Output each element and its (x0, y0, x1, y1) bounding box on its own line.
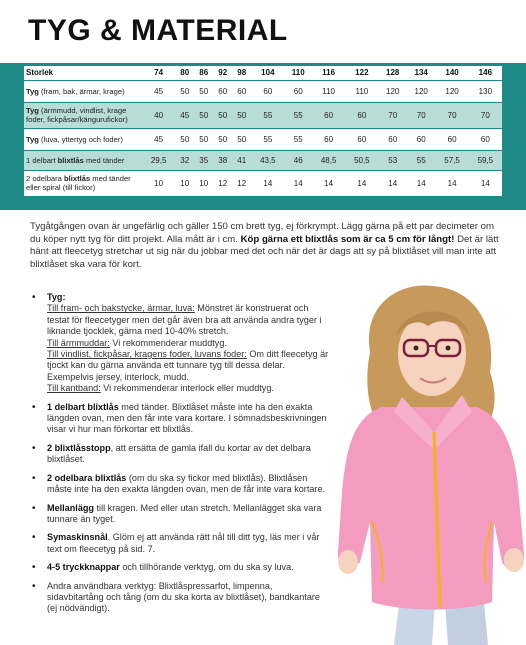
size-table (24, 66, 502, 196)
bullet-icon: • (32, 532, 36, 544)
child-illustration (332, 282, 526, 645)
tyg-subheading: Till kantband: (47, 383, 101, 394)
size-header: 116 (322, 68, 336, 78)
table-cell: 14 (378, 170, 407, 196)
table-cell: 50 (213, 102, 232, 128)
table-cell: 45 (142, 128, 175, 150)
table-cell: 32 (175, 150, 194, 170)
table-cell: 10 (194, 170, 213, 196)
bullet-icon: • (32, 401, 36, 413)
row-label-bold: Tyg (26, 86, 39, 96)
size-header: 122 (355, 68, 369, 78)
list-item (30, 503, 330, 526)
table-cell: 60 (345, 128, 378, 150)
table-cell: 70 (469, 102, 502, 128)
tyg-subheading: Till fram- och bakstycke, ärmar, luva: (47, 303, 195, 314)
row-label-rest: med tänder (83, 155, 125, 165)
list-item-text: och tillhörande verktyg, om du ska sy luva. (119, 562, 294, 573)
table-cell: 60 (407, 128, 436, 150)
intro-text-after: Det är lätt hänt att fleecetyg stretchar ut sig när du jobbar med det och när det är dags att sy på blixtlåset vill man inte att blixtlåset ska vara för kort. (30, 233, 499, 270)
intro-bold: Köp gärna ett blixtlås som är ca 5 cm för långt! (240, 233, 455, 245)
row-label-rest: (fram, bak, ärmar, krage) (38, 86, 125, 96)
size-header-row (24, 66, 502, 80)
tyg-text: Vi rekommenderar muddtyg. (109, 337, 227, 348)
table-cell: 57,5 (435, 150, 468, 170)
row-label (24, 102, 142, 128)
table-cell: 14 (284, 170, 312, 196)
table-cell: 14 (251, 170, 284, 196)
table-cell: 14 (312, 170, 345, 196)
list-item-bold: Mellanlägg (47, 502, 94, 513)
table-cell: 45 (142, 80, 175, 102)
size-header: 80 (180, 68, 190, 78)
table-row (24, 80, 502, 102)
table-cell: 40 (142, 102, 175, 128)
row-label-bold: Tyg (26, 106, 39, 115)
table-cell: 70 (435, 102, 468, 128)
page-title: TYG & MATERIAL (28, 14, 288, 47)
table-row (24, 150, 502, 170)
table-cell: 55 (251, 102, 284, 128)
row-label-pre: 2 odelbara (26, 174, 64, 184)
list-item (30, 402, 330, 436)
table-cell: 14 (435, 170, 468, 196)
row-label-pre: 1 delbart (26, 155, 58, 165)
table-cell: 120 (378, 80, 407, 102)
table-cell: 48,5 (312, 150, 345, 170)
table-cell: 29,5 (142, 150, 175, 170)
table-cell: 50 (194, 80, 213, 102)
table-cell: 70 (378, 102, 407, 128)
table-cell: 14 (469, 170, 502, 196)
table-cell: 53 (378, 150, 407, 170)
list-item-bold: Symaskinsnål (47, 532, 108, 543)
table-cell: 120 (435, 80, 468, 102)
intro-paragraph (30, 221, 500, 271)
row-label-bold: blixtlås (64, 174, 91, 184)
table-cell: 60 (213, 80, 232, 102)
table-cell: 50 (213, 128, 232, 150)
child-in-jacket-photo (332, 282, 526, 645)
row-label (24, 170, 142, 196)
list-item (30, 443, 330, 466)
row-label (24, 128, 142, 150)
table-cell: 55 (407, 150, 436, 170)
table-cell: 50 (175, 128, 194, 150)
list-item-bold: 4-5 tryckknappar (47, 562, 120, 573)
table-cell: 55 (251, 128, 284, 150)
bullet-icon: • (32, 562, 36, 574)
list-item-bold: 2 odelbara blixtlås (47, 472, 127, 483)
table-cell: 55 (284, 102, 312, 128)
list-item (30, 581, 330, 615)
table-cell: 50 (232, 102, 251, 128)
eye-right (446, 346, 451, 351)
table-cell: 60 (312, 128, 345, 150)
row-label-rest: (luva, yttertyg och foder) (38, 134, 123, 144)
table-row (24, 128, 502, 150)
bullet-icon: • (32, 502, 36, 514)
table-cell: 50,5 (345, 150, 378, 170)
list-item (30, 532, 330, 555)
bullet-icon: • (32, 292, 36, 303)
row-label-bold: blixtlås (57, 155, 84, 165)
list-item-text: till kragen. Med eller utan stretch. Mellanlägget ska vara tunnare än tyget. (47, 502, 322, 524)
table-cell: 14 (345, 170, 378, 196)
list-item-text: , att ersätta de gamla ifall du kortar av det delbara blixtlåset. (47, 442, 311, 465)
row-label-rest: med tänder eller spiral (till fickor) (26, 174, 131, 193)
table-cell: 50 (175, 80, 194, 102)
row-label (24, 80, 142, 102)
list-item (30, 562, 330, 573)
tyg-text: Mönstret är konstruerat och testat för fleecetyger men det går även bra att använda andra tyger i liknande tjocklek, gärna med 10-40% stretch. (47, 303, 322, 337)
table-cell: 35 (194, 150, 213, 170)
size-header: 128 (386, 68, 400, 78)
size-header: 74 (154, 68, 164, 78)
size-header: 86 (199, 68, 209, 78)
size-header: 104 (261, 68, 275, 78)
hand-right (504, 548, 524, 572)
list-item-text: (om du ska sy fickor med blixtlås). Blixtlåsen måste inte ha den exakta längden ovan, men de får inte vara kortare. (47, 472, 326, 495)
list-item-text: Andra användbara verktyg: Blixtlåspressarfot, limpenna, sidavbitartång och tång (om du ska korta av blixtlåset), bandkantare (ej nödvändigt). (47, 580, 320, 614)
table-cell: 12 (213, 170, 232, 196)
list-item (30, 473, 330, 496)
table-cell: 46 (284, 150, 312, 170)
table-cell: 60 (378, 128, 407, 150)
table-cell: 55 (284, 128, 312, 150)
eye-left (414, 346, 419, 351)
table-cell: 60 (435, 128, 468, 150)
table-cell: 120 (407, 80, 436, 102)
row-label (24, 150, 142, 170)
table-cell: 110 (345, 80, 378, 102)
table-cell: 38 (213, 150, 232, 170)
hand-left (338, 550, 358, 574)
table-cell: 43,5 (251, 150, 284, 170)
table-cell: 45 (175, 102, 194, 128)
bullet-icon: • (32, 442, 36, 454)
tyg-text: Om ditt fleecetyg är tjockt kan du gärna använda ett tunnare tyg till dessa delar. Exempelvis jersey, interlock, mudd. (47, 349, 329, 382)
size-header: 140 (445, 68, 459, 78)
list-heading: Tyg: (47, 292, 66, 302)
size-header: 92 (218, 68, 228, 78)
table-cell: 60 (312, 102, 345, 128)
table-cell: 41 (232, 150, 251, 170)
table-cell: 59,5 (469, 150, 502, 170)
bullet-icon: • (32, 580, 36, 592)
table-cell: 10 (175, 170, 194, 196)
table-cell: 10 (142, 170, 175, 196)
material-list (30, 292, 330, 622)
table-cell: 50 (232, 128, 251, 150)
list-item-bold: 1 delbart blixtlås (47, 401, 119, 412)
table-cell: 110 (312, 80, 345, 102)
table-row (24, 102, 502, 128)
bullet-icon: • (32, 472, 36, 484)
list-item-text: . Glöm ej att använda rätt nål till ditt tyg, läs mer i vår text om fleecetyg på sid. 7. (47, 532, 320, 554)
size-header: 134 (414, 68, 428, 78)
row-label-rest: (ärmmudd, vindlist, krage foder, fickpåsar/kängurufickor) (26, 106, 128, 124)
size-header-label: Storlek (26, 68, 54, 78)
table-cell: 60 (469, 128, 502, 150)
table-cell: 130 (469, 80, 502, 102)
table-cell: 50 (194, 102, 213, 128)
list-item-text: med tänder. Blixtlåset måste inte ha den exakta längden ovan, men den får inte vara kortare. I sömnadsbeskrivningen visar vi hur man förkortar ett blixtlås. (47, 401, 327, 435)
table-cell: 60 (232, 80, 251, 102)
table-cell: 14 (407, 170, 436, 196)
table-cell: 60 (284, 80, 312, 102)
size-header: 110 (291, 68, 305, 78)
list-item-tyg (30, 292, 330, 395)
table-cell: 60 (251, 80, 284, 102)
tyg-subheading: Till vindlist, fickpåsar, kragens foder, luvans foder: (47, 349, 247, 360)
intro-text: Tygåtgången ovan är ungefärlig och gäller 150 cm brett tyg, ej förkrympt. Lägg gärna på ett par decimeter om du köper nytt tyg för ditt projekt. Alla mått är i cm. (30, 221, 494, 245)
row-label-bold: Tyg (26, 134, 39, 144)
tyg-text: Vi rekommenderar interlock eller muddtyg. (100, 383, 274, 394)
table-cell: 12 (232, 170, 251, 196)
tyg-subheading: Till ärmmuddar: (47, 337, 110, 348)
table-row (24, 170, 502, 196)
list-item-bold: 2 blixtlåsstopp (47, 442, 111, 453)
table-cell: 70 (407, 102, 436, 128)
table-cell: 60 (345, 102, 378, 128)
size-table-panel (0, 63, 526, 210)
table-cell: 50 (194, 128, 213, 150)
size-header: 98 (237, 68, 247, 78)
size-header: 146 (478, 68, 493, 78)
